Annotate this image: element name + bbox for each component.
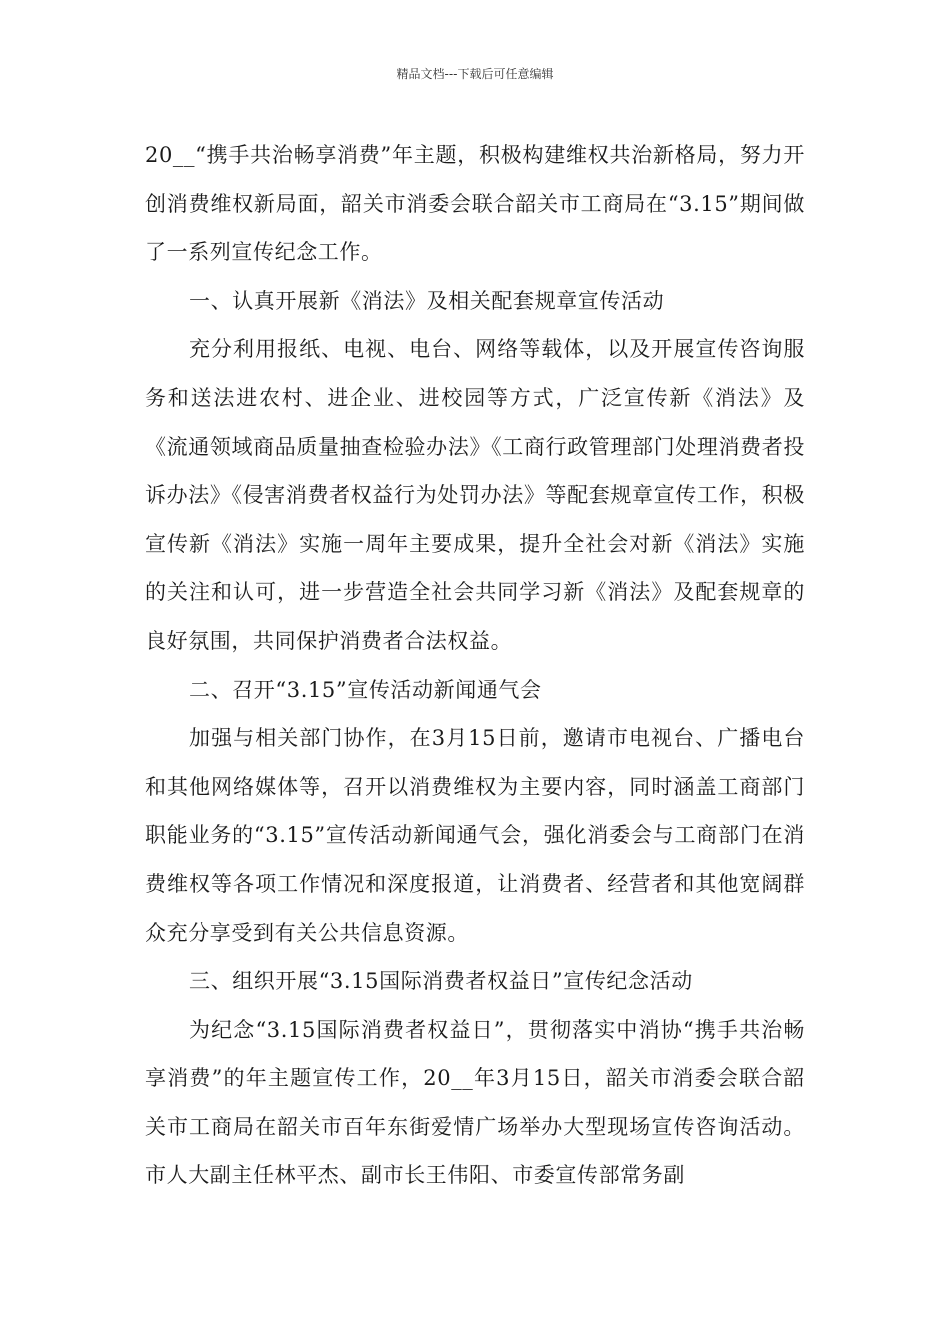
section-heading-3: 三、组织开展“3.15国际消费者权益日”宣传纪念活动	[189, 969, 693, 994]
paragraph-intro: 20__“携手共治畅享消费”年主题，积极构建维权共治新格局，努力开创消费维权新局面，韶关市消委会联合韶关市工商局在“3.15”期间做了一系列宣传纪念工作。	[145, 143, 805, 265]
document-body	[145, 131, 805, 1200]
section-heading-2: 二、召开“3.15”宣传活动新闻通气会	[189, 677, 542, 702]
paragraph-section-2: 加强与相关部门协作，在3月15日前，邀请市电视台、广播电台和其他网络媒体等，召开以消费维权为主要内容，同时涵盖工商部门职能业务的“3.15”宣传活动新闻通气会，强化消委会与工商部门在消费维权等各项工作情况和深度报道，让消费者、经营者和其他宽阔群众充分享受到有关公共信息资源。	[145, 726, 805, 945]
section-heading-1: 一、认真开展新《消法》及相关配套规章宣传活动	[189, 288, 665, 313]
page-header: 精品文档---下载后可任意编辑	[396, 67, 554, 81]
paragraph-section-1: 充分利用报纸、电视、电台、网络等载体，以及开展宣传咨询服务和送法进农村、进企业、进校园等方式，广泛宣传新《消法》及《流通领域商品质量抽查检验办法》《工商行政管理部门处理消费者投诉办法》《侵害消费者权益行为处罚办法》等配套规章宣传工作，积极宣传新《消法》实施一周年主要成果，提升全社会对新《消法》实施的关注和认可，进一步营造全社会共同学习新《消法》及配套规章的良好氛围，共同保护消费者合法权益。	[145, 337, 805, 653]
paragraph-section-3: 为纪念“3.15国际消费者权益日”，贯彻落实中消协“携手共治畅享消费”的年主题宣传工作，20__年3月15日，韶关市消委会联合韶关市工商局在韶关市百年东街爱情广场举办大型现场宣传咨询活动。市人大副主任林平杰、副市长王伟阳、市委宣传部常务副	[145, 1017, 805, 1188]
